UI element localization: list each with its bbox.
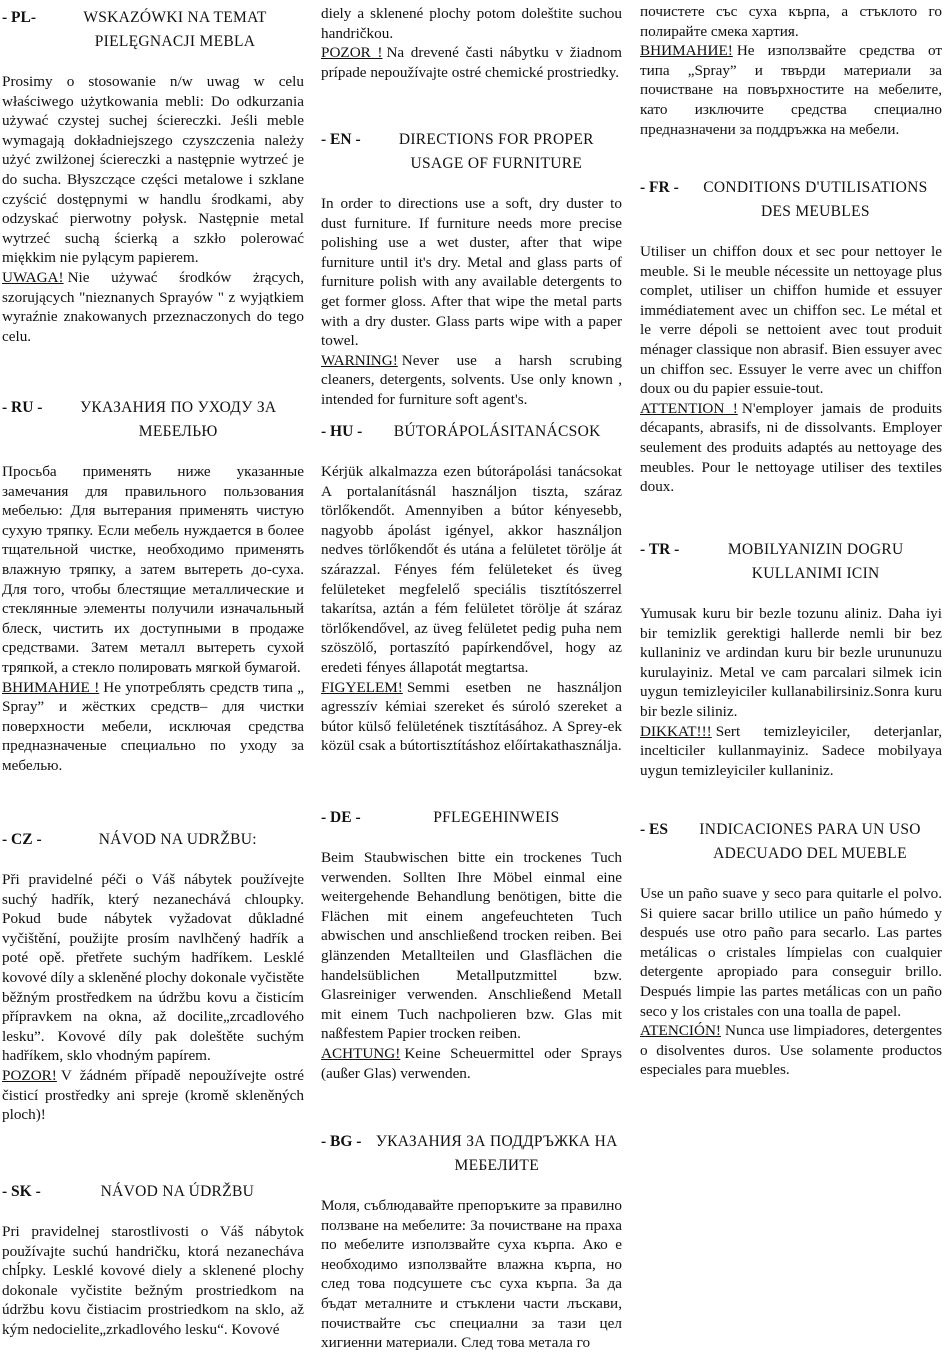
paragraph-text: Sert temizleyiciler, deterjanlar, incelticiler kullanmayiniz. Sadece mobilyaya uygun temizleyiciler kullaniniz. [640,722,942,779]
language-code: - RU - [2,399,43,416]
section-heading [321,128,622,176]
warning-paragraph [321,351,622,410]
paragraph-text: Semmi esetben ne használjon agresszív kémiai szereket és súroló szereket a bútor külső felületének tisztításához. A Sprey-ek közül csak a bútortisztításhoz előírtakathasználja. [321,678,622,755]
language-code: - CZ - [2,831,42,848]
section-es [640,818,942,1080]
section-title: DIRECTIONS FOR PROPER USAGE OF FURNITURE [398,131,594,172]
section-sk [2,1180,304,1340]
instruction-paragraph [2,462,304,678]
instruction-paragraph [640,884,942,1021]
instruction-paragraph [321,4,622,43]
warning-paragraph [640,399,942,497]
language-code: - EN - [321,131,361,148]
instruction-paragraph [321,194,622,351]
instruction-paragraph [640,604,942,722]
instruction-paragraph [321,1196,622,1353]
section-heading [2,1180,304,1204]
paragraph-text: почистете със суха кърпа, а стъклото го полирайте смека хартия. [640,3,942,40]
paragraph-text: Просьба применять ниже указанные замечания для правильного пользования мебелью: Для вытерания применять чистую сухую тряпку. Если мебель нуждается в более тщательной чистке, необходимо применять влажную тряпку, а затем вытереть до-суха. Для того, чтобы блестящие металлические и стеклянные элементы получили изначальный блеск, чистить их доступными в продаже средствами. Затем металл вытереть сухой тряпкой, а стекло полировать мягкой бумагой. [2,463,304,676]
column-left [2,0,304,1369]
paragraph-text: Never use a harsh scrubing cleaners, detergents, solvents. Use only known , intended for furniture soft agent's. [321,351,622,408]
section-heading [2,6,304,54]
instruction-paragraph [321,848,622,1044]
language-code: - HU - [321,423,363,440]
warning-paragraph [640,722,942,781]
instruction-paragraph [2,870,304,1066]
language-code: - ES [640,821,668,838]
section-fr [640,176,942,497]
section-title: MOBILYANIZIN DOGRU KULLANIMI ICIN [727,541,904,582]
paragraph-text: Nunca use limpiadores, detergentes o disolventes duros. Use solamente productos especiales para muebles. [640,1022,942,1079]
section-bg [321,1130,622,1353]
section-heading [321,806,622,830]
warning-paragraph [640,1021,942,1080]
warning-label: ATTENTION ! [640,399,738,417]
warning-paragraph [321,43,622,82]
paragraph-text: In order to directions use a soft, dry duster to dust furniture. If furniture needs more precise polishing use a wet duster, after that wipe furniture until it's dry. Metal and glass parts of furniture polish with any available detergents to get former gloss. After that wipe the metal parts with a dry duster. Glass parts wipe with a paper towel. [321,195,622,350]
language-code: - DE - [321,809,361,826]
warning-label: ВНИМАНИЕ! [640,42,733,60]
section-de [321,806,622,1083]
paragraph-text: V žádném případě nepoužívejte ostré čisticí prostředky ani spreje (kromě skleněných ploch)! [2,1066,304,1124]
paragraph-text: Prosimy o stosowanie n/w uwag w celu właściwego użytkowania mebli: Do odkurzania używać czystej suchej ściereczki. Jeśli meble wymagają dokładniejszego czyszczenia należy użyć zwilżonej ściereczki a następnie wytrzeć je do sucha. Błyszczące części metalowe i szklane czyścić dostępnymi w handlu środkami, aby odzyskać pierwotny połysk. Następnie metal wytrzeć suchą ścierką a szkło polerować miękkim nie pylącym papierem. [2,73,304,267]
language-code: - PL- [2,9,37,26]
section-title: УКАЗАНИЯ ЗА ПОДДРЪЖКА НА МЕБЕЛИТЕ [375,1133,618,1174]
paragraph-text: Nie używać środków żrących, szorujących "nieznanych Sprayów " z wyjątkiem wyraźnie znakowanych przeznaczonych do tego celu. [2,268,304,345]
paragraph-text: Keine Scheuermittel oder Sprays (außer Glas) verwenden. [321,1044,622,1082]
warning-label: WARNING! [321,351,398,369]
section-ru [2,396,304,776]
language-code: - BG - [321,1133,362,1150]
section-heading [321,420,622,444]
paragraph-text: Kérjük alkalmazza ezen bútorápolási tanácsokat A portalanításnál használjon tiszta, száraz törlőkendőt. Amennyiben a bútor kényesebb, nagyobb ápolást igényel, akkor használjon nedves törlőkendőt és utána a felületet törölje át szárazzal. Fényes fém felületeket és üveg felületeket megfelelő speciális tisztítószerrel takarítsa, aztán a fém felületet törölje át száraz törlőkendővel, az üveg felületet pedig puha nem szöszölő, portaszító papírkendővel, hogy az eredeti fényes állapotát megtartsa. [321,463,622,676]
column-right [640,0,942,1369]
section-cz [2,828,304,1125]
warning-paragraph [2,268,304,346]
section-heading [2,396,304,444]
warning-label: POZOR ! [321,44,383,62]
warning-label: ВНИМАНИЕ ! [2,678,100,696]
paragraph-text: Na drevené časti nábytku v žiadnom prípade nepoužívajte ostré chemické prostriedky. [321,44,622,81]
section-title: NÁVOD NA ÚDRŽBU [100,1183,255,1200]
paragraph-text: Při pravidelné péči o Váš nábytek používejte suchý hadřík, který nezanechává chloupky. Pokud bude nábytek vyžadovat důkladné vyčištění, použijte prosím navlhčený hadřík a poté opě. přetřete suchým hadříkem. Lesklé kovové díly a skleněné plochy dokonale vyčistěte běžným prostředkem na údržbu kovu a čisticím přípravkem na okna, až docilite„zrcadlového lesku”. Kovové díly pak doleštěte suchým hadříkem, sklo vhodným papírem. [2,871,304,1065]
paragraph-text: Pri pravidelnej starostlivosti o Váš nábytok používajte suchú handričku, ktorá nezanecháva chĺpky. Lesklé kovové diely a sklenené plochy dokonale vyčistite bežným prostriedkom na údržbu kovu čistiacim prostriedkom na sklo, až kým nedocielite„zrkadlového lesku“. Kovové [2,1223,304,1338]
paragraph-text: Не използвайте средства от типа „Spray” и твърди материали за почистване на повърхностите на мебелите, като изключите средства специално предназначени за поддръжка на мебели. [640,42,942,138]
instruction-paragraph [321,462,622,678]
language-code: - TR - [640,541,680,558]
section-title: NÁVOD NA UDRŽBU: [98,831,257,848]
warning-label: DIKKAT!!! [640,722,712,740]
paragraph-text: Yumusak kuru bir bezle tozunu aliniz. Daha iyi bir temizlik gerektigi hallerde nemli bir bez kullaniniz ve ardindan kuru bir bezle urununuzu kurulayiniz. Metal ve cam parcalari silmek icin uygun temizleyiciler kullanabilirsiniz.Sonra kuru bir bezle siliniz. [640,605,942,720]
section-title: WSKAZÓWKI NA TEMAT PIELĘGNACJI MEBLA [83,9,267,50]
paragraph-text: Use un paño suave y seco para quitarle el polvo. Si quiere sacar brillo utilice un paño húmedo y después use otro paño para secarlo. Las partes metálicas o cristales límpielas con cualquier detergente apropiado para conseguir brillo. Después limpie las partes metálicas con un paño seco y los cristales con una toalla de papel. [640,885,942,1020]
warning-label: ACHTUNG! [321,1044,401,1062]
warning-paragraph [2,1066,304,1125]
instruction-paragraph [2,72,304,268]
section-pl [2,6,304,346]
paragraph-text: Моля, съблюдавайте препоръките за правилно ползване на мебелите: За почистване на праха по мебелите използвайте суха кърпа. Ако е необходимо използвайте влажна кърпа, но след това подсушете със суха кърпа. За да бъдат металните и стъклени части лъскави, почиствайте със специални за тази цел хигиенни материали. След това метала го [321,1197,622,1352]
column-middle [321,0,622,1369]
warning-label: UWAGA! [2,268,64,286]
section-heading [2,828,304,852]
section-en [321,128,622,410]
section-hu [321,420,622,756]
section-sk2 [321,4,622,82]
warning-label: FIGYELEM! [321,678,403,696]
warning-label: ATENCIÓN! [640,1022,721,1040]
section-tr [640,538,942,780]
section-title: INDICACIONES PARA UN USO ADECUADO DEL MUEBLE [699,821,921,862]
language-code: - SK - [2,1183,41,1200]
section-title: CONDITIONS D'UTILISATIONS DES MEUBLES [703,179,928,220]
paragraph-text: Beim Staubwischen bitte ein trockenes Tuch verwenden. Sollten Ihre Möbel einmal eine weitergehende Behandlung benötigen, bitte die Flächen mit einem angefeuchteten Tuch abwischen und anschließend trocken reiben. Bei glänzenden Metallteilen und Glasflächen die handelsüblichen Metallputzmittel bzw. Glasreiniger verwenden. Anschließend Metall mit einem Tuch nachpolieren bzw. Glas mit naßfestem Papier trocken reiben. [321,849,622,1043]
paragraph-text: Utiliser un chiffon doux et sec pour nettoyer le meuble. Si le meuble nécessite un nettoyage plus complet, utiliser un chiffon humide et essuyer immédiatement avec un chiffon sec. Le métal et le verre dépoli se nettoient avec tout produit ménager classique non abrasif. Bien essuyer avec un chiffon sec. Essuyer le verre avec un chiffon doux ou du papier essuie-tout. [640,243,942,398]
paragraph-text: N'employer jamais de produits décapants, abrasifs, ni de dissolvants. Employer seulement des produits adaptés au nettoyage des meubles. Pour le nettoyage utiliser des textiles doux. [640,399,942,496]
language-code: - FR - [640,179,679,196]
warning-paragraph [321,1044,622,1083]
section-title: УКАЗАНИЯ ПО УХОДУ ЗА МЕБЕЛЬЮ [80,399,277,440]
section-heading [640,176,942,224]
warning-paragraph [640,41,942,139]
paragraph-text: Не употреблять средств типа „ Spray” и жёстких средств– для чистки поверхности мебели, исключая средства предназначеные специально по уходу за мебелью. [2,678,304,774]
instruction-paragraph [640,242,942,399]
section-heading [321,1130,622,1178]
section-title: BÚTORÁPOLÁSITANÁCSOK [393,423,601,440]
warning-label: POZOR! [2,1066,57,1084]
section-title: PFLEGEHINWEIS [433,809,560,826]
instruction-paragraph [2,1222,304,1340]
paragraph-text: diely a sklenené plochy potom doleštite suchou handričkou. [321,5,622,42]
section-bg2 [640,2,942,139]
warning-paragraph [321,678,622,756]
warning-paragraph [2,678,304,776]
section-heading [640,818,942,866]
instruction-paragraph [640,2,942,41]
section-heading [640,538,942,586]
